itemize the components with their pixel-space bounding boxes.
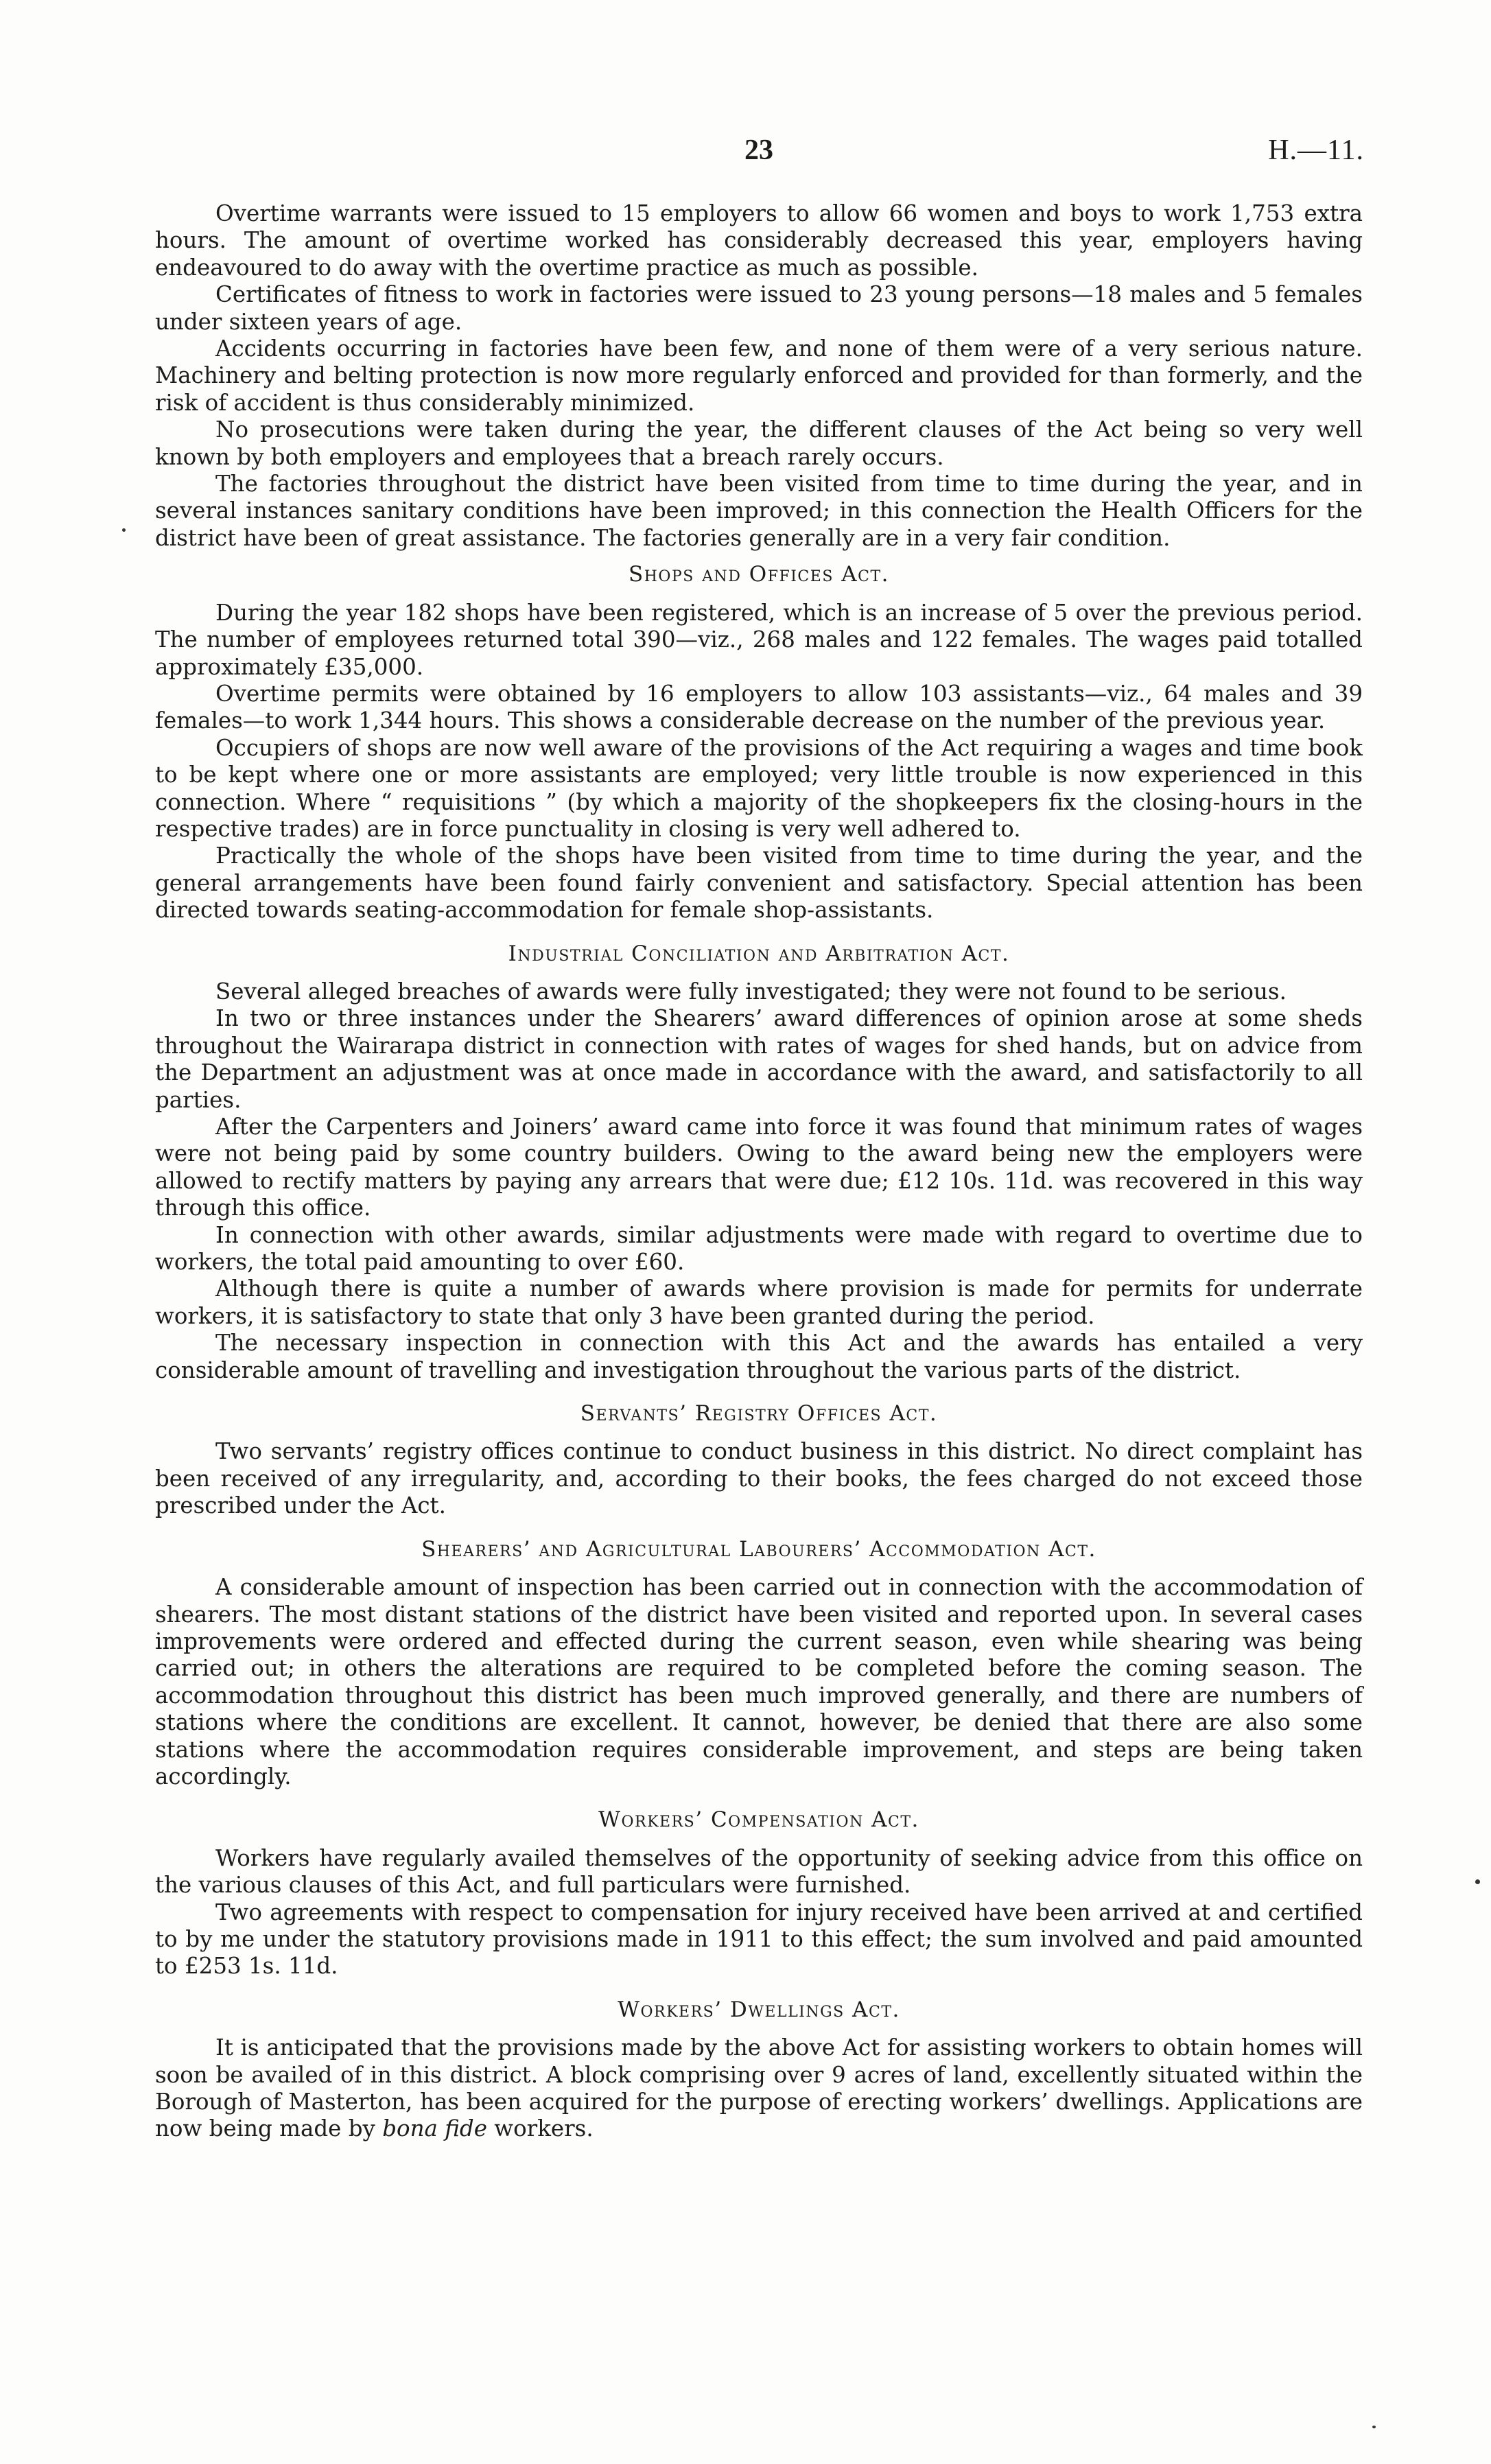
paragraph: In connection with other awards, similar adjustments were made with regard to overtime due to workers, the total paid amounting to over £60. xyxy=(155,1221,1363,1276)
paragraph: The necessary inspection in connection with this Act and the awards has entailed a very considerable amount of travelling and investigation throughout the various parts of the district. xyxy=(155,1330,1363,1383)
paragraph: Overtime warrants were issued to 15 employers to allow 66 women and boys to work 1,753 extra hours. The amount of overtime worked has considerably decreased this year, employers having endeavoured to do away with the overtime practice as much as possible. xyxy=(155,200,1363,281)
page-number: 23 xyxy=(744,134,773,166)
paragraph-tail: workers. xyxy=(486,2115,594,2142)
section-heading-shearers-accommodation: Shearers’ and Agricultural Labourers’ Accommodation Act. xyxy=(421,1536,1096,1562)
paragraph: During the year 182 shops have been registered, which is an increase of 5 over the previous period. The number of employees returned total 390—viz., 268 males and 122 females. The wages paid totalled approximately £35,000. xyxy=(155,599,1363,680)
paragraph: A considerable amount of inspection has been carried out in connection with the accommodation of shearers. The most distant stations of the district have been visited and reported upon. In several cases improvements were ordered and effected during the current season, even while shearing was being carried out; in others the alterations are required to be completed before the coming season. The accommodation throughout this district has been much improved generally, and there are numbers of stations where the conditions are excellent. It cannot, however, be denied that there are also some stations where the accommodation requires considerable improvement, and steps are being taken accordingly. xyxy=(155,1574,1363,1790)
paragraph: After the Carpenters and Joiners’ award came into force it was found that minimum rates of wages were not being paid by some country builders. Owing to the award being new the employers were allowed to rectify matters by paying any arrears that were due; £12 10s. 11d. was recovered in this way through this office. xyxy=(155,1114,1363,1221)
page-header xyxy=(0,134,1491,182)
section-heading-workers-compensation: Workers’ Compensation Act. xyxy=(598,1807,919,1833)
paragraph: Accidents occurring in factories have been few, and none of them were of a very serious nature. Machinery and belting protection is now more regularly enforced and provided for than formerly, and the risk of accident is thus considerably minimized. xyxy=(155,336,1363,416)
paragraph: Several alleged breaches of awards were fully investigated; they were not found to be serious. xyxy=(215,978,1287,1005)
paragraph: In two or three instances under the Shearers’ award differences of opinion arose at some sheds throughout the Wairarapa district in connection with rates of wages for shed hands, but on advice from the Department an adjustment was at once made in accordance with the award, and satisfactorily to all parties. xyxy=(155,1005,1363,1113)
section-heading-workers-dwellings: Workers’ Dwellings Act. xyxy=(618,1997,900,2022)
paragraph: The factories throughout the district have been visited from time to time during the year, and in several instances sanitary conditions have been improved; in this connection the Health Officers for the district have been of great assistance. The factories generally are in a very fair condition. xyxy=(155,471,1363,551)
paragraph: Although there is quite a number of awards where provision is made for permits for underrate workers, it is satisfactory to state that only 3 have been granted during the period. xyxy=(155,1276,1363,1329)
paragraph: No prosecutions were taken during the year, the different clauses of the Act being so very well known by both employers and employees that a breach rarely occurs. xyxy=(155,416,1363,470)
paragraph: Occupiers of shops are now well aware of the provisions of the Act requiring a wages and time book to be kept where one or more assistants are employed; very little trouble is now experienced in this connection. Where “ requisitions ” (by which a majority of the shopkeepers fix the closing-hours in the respective trades) are in force punctuality in closing is very well adhered to. xyxy=(155,734,1363,842)
paragraph-last xyxy=(155,2034,1363,2143)
paragraph: Practically the whole of the shops have been visited from time to time during the year, and the general arrangements have been found fairly convenient and satisfactory. Special attention has been directed towards seating-accommodation for female shop-assistants. xyxy=(155,843,1363,924)
section-heading-servants-registry: Servants’ Registry Offices Act. xyxy=(580,1401,938,1427)
margin-speck xyxy=(1475,1879,1480,1884)
margin-speck xyxy=(1372,2426,1376,2428)
paragraph-text: It is anticipated that the provisions made by the above Act for assisting workers to obtain homes will soon be availed of in this district. A block comprising over 9 acres of land, excellently situated within the Borough of Masterton, has been acquired for the purpose of erecting workers’ dwellings. Applications are now being made by xyxy=(155,2034,1363,2142)
body-text xyxy=(155,200,1363,2143)
paragraph: Overtime permits were obtained by 16 employers to allow 103 assistants—viz., 64 males and 39 females—to work 1,344 hours. This shows a considerable decrease on the number of the previous year. xyxy=(155,680,1363,734)
paragraph: Workers have regularly availed themselves of the opportunity of seeking advice from this office on the various clauses of this Act, and full particulars were furnished. xyxy=(155,1844,1363,1899)
section-heading-shops-and-offices: Shops and Offices Act. xyxy=(628,562,890,587)
document-code: H.—11. xyxy=(1268,134,1364,166)
margin-speck xyxy=(122,528,126,532)
paragraph: Two servants’ registry offices continue to conduct business in this district. No direct complaint has been received of any irregularity, and, according to their books, the fees charged do not exceed those prescribed under the Act. xyxy=(155,1438,1363,1519)
italic-phrase: bona fide xyxy=(382,2115,487,2142)
paragraph: Two agreements with respect to compensation for injury received have been arrived at and certified to by me under the statutory provisions made in 1911 to this effect; the sum involved and paid amounted to £253 1s. 11d. xyxy=(155,1899,1363,1980)
paragraph: Certificates of fitness to work in factories were issued to 23 young persons—18 males and 5 females under sixteen years of age. xyxy=(155,281,1363,335)
section-heading-industrial-conciliation: Industrial Conciliation and Arbitration Act. xyxy=(508,941,1010,966)
